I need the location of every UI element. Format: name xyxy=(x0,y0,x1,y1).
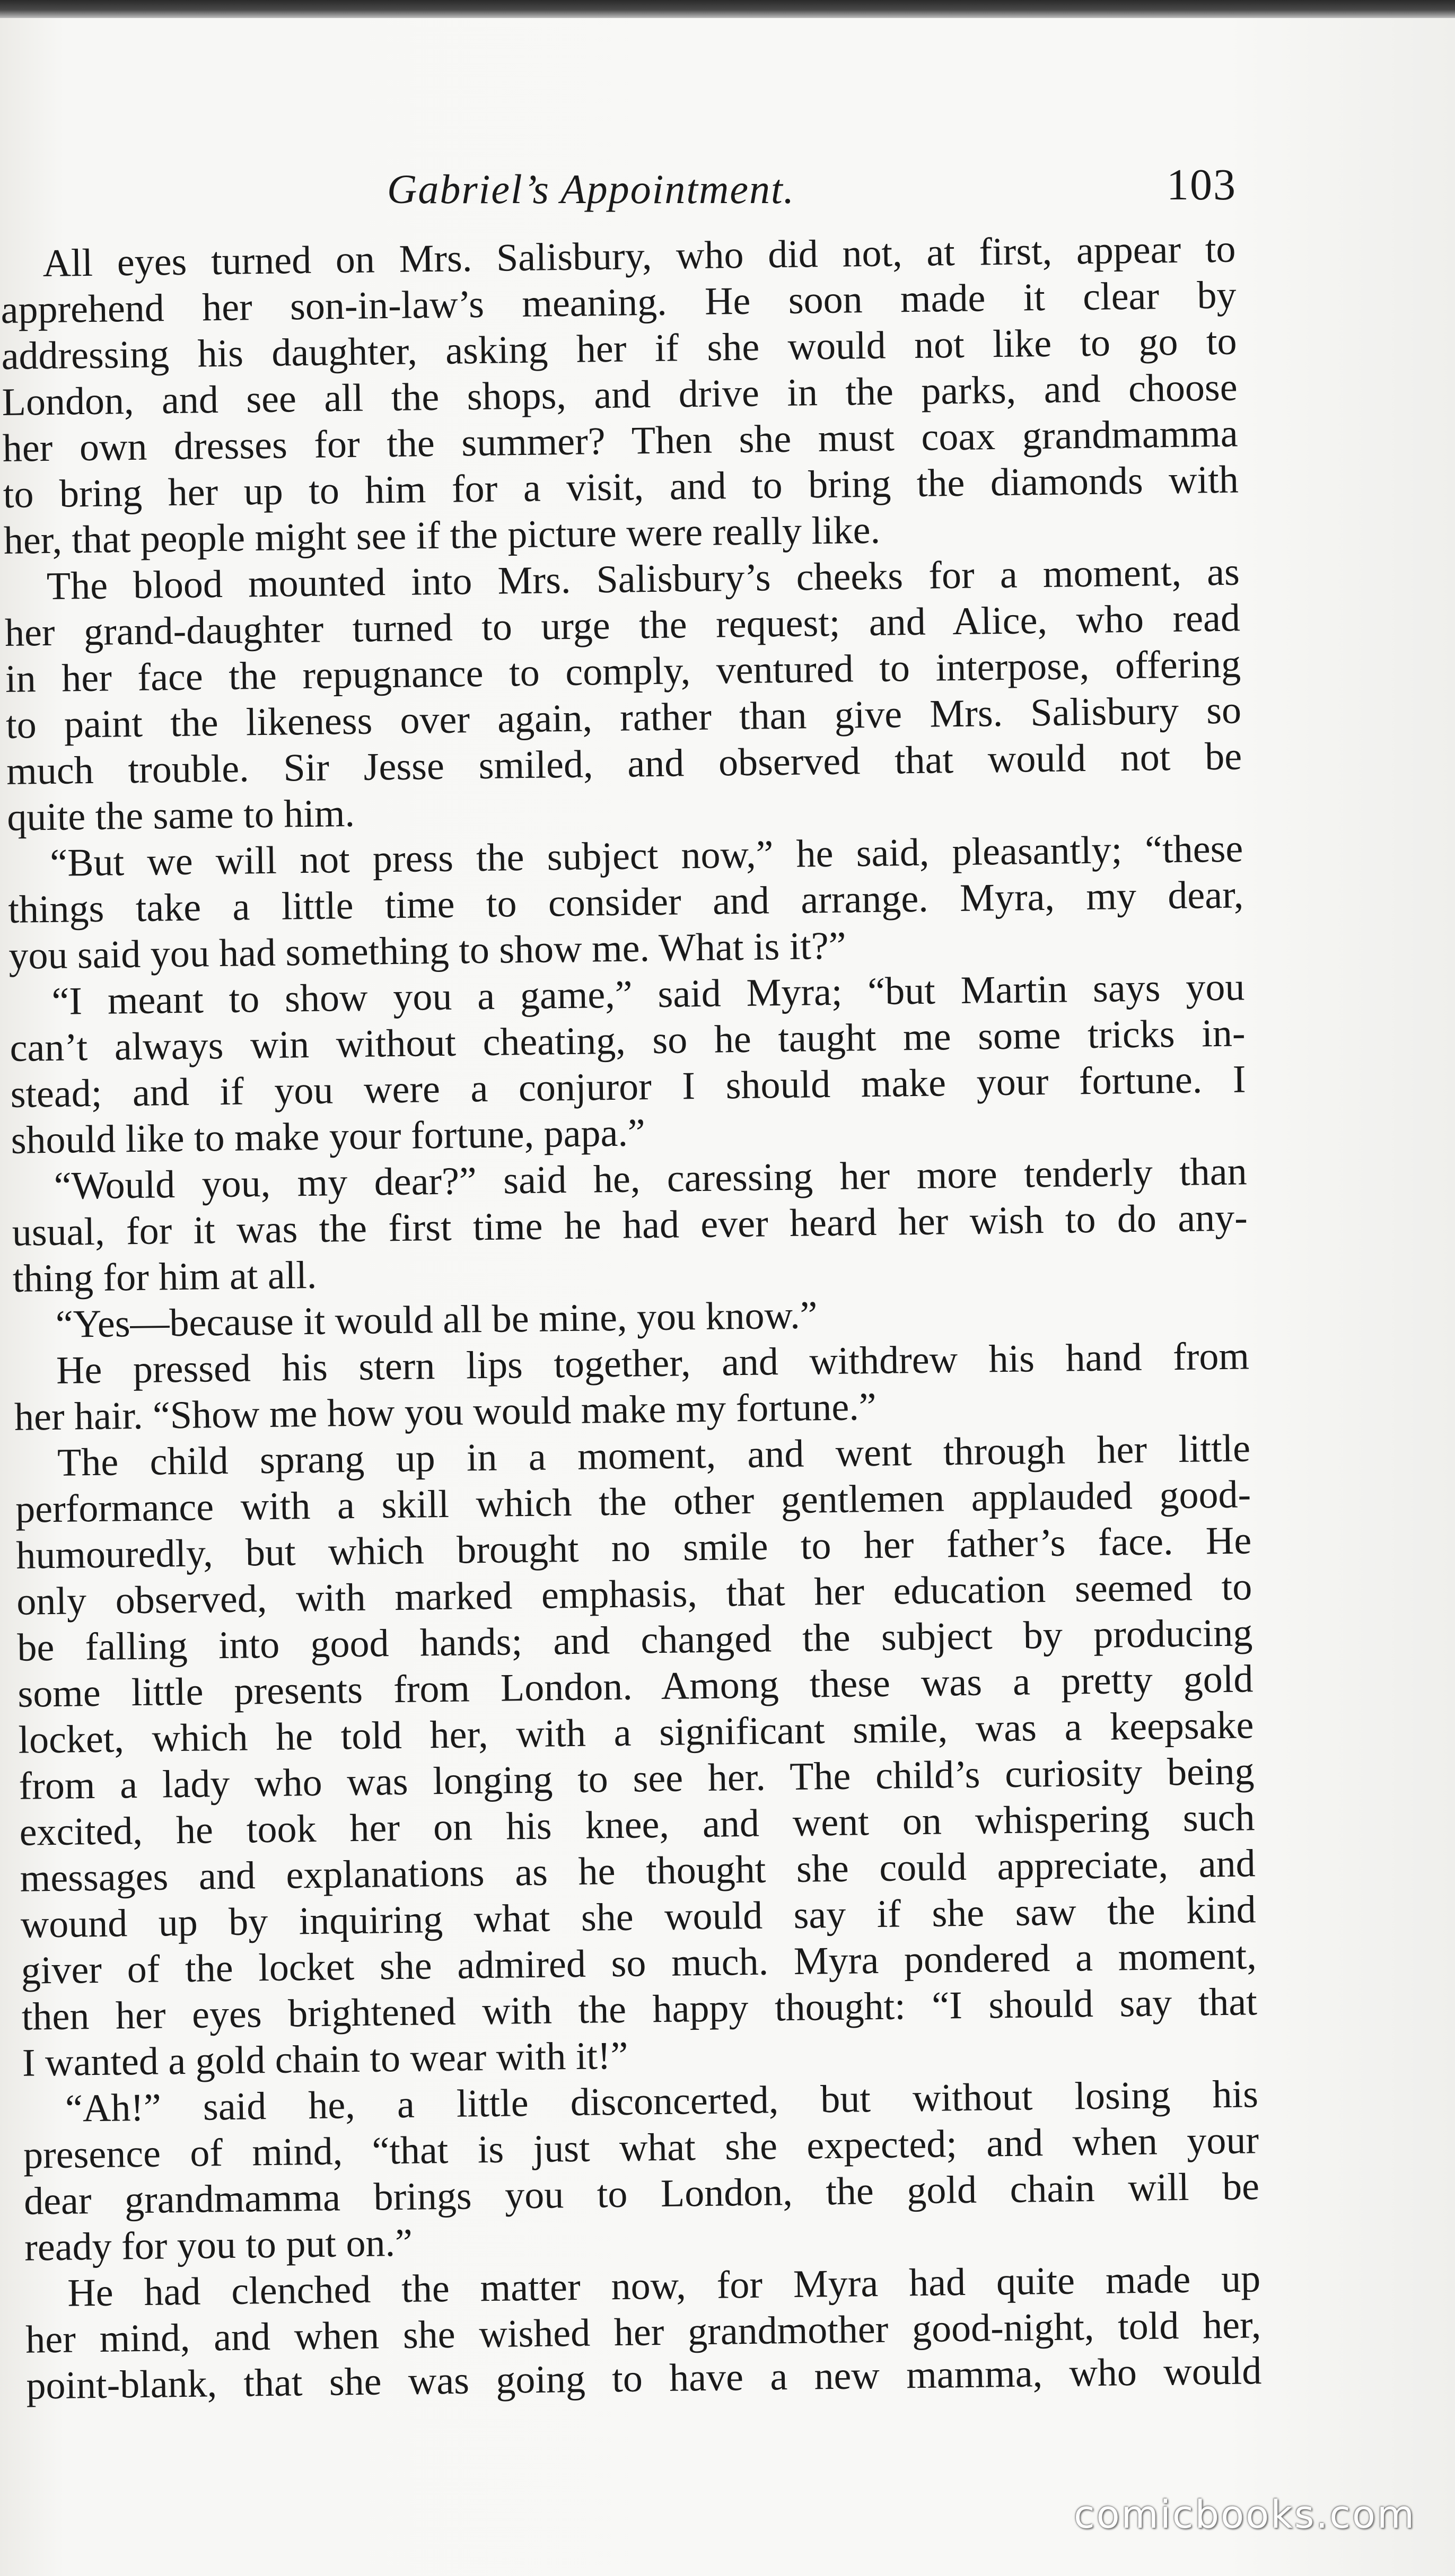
text-line: dear grandmamma brings you to London, the gold chain will be xyxy=(23,2165,1260,2223)
text-line: you said you had something to show me. What is it?” xyxy=(8,924,847,978)
text-line: only observed, with marked emphasis, that her education seemed to xyxy=(16,1565,1252,1624)
text-line: her own dresses for the summer? Then she must coax grandmamma xyxy=(2,411,1239,470)
text-line: The child sprang up in a moment, and went through her little xyxy=(57,1426,1251,1485)
text-line: locket, which he told her, with a significant smile, was a keepsake xyxy=(18,1703,1254,1762)
text-line: “Would you, my dear?” said he, caressing her more tenderly than xyxy=(54,1150,1248,1208)
text-line: her, that people might see if the picture were really like. xyxy=(3,508,881,563)
text-line: All eyes turned on Mrs. Salisbury, who did not, at first, appear to xyxy=(42,227,1236,286)
text-line: can’t always win without cheating, so he taught me some tricks in- xyxy=(10,1011,1246,1070)
text-line: from a lady who was longing to see her. The child’s curiosity being xyxy=(19,1749,1255,1808)
text-line: quite the same to him. xyxy=(6,791,355,839)
text-line: point-blank, that she was going to have a new mamma, who would xyxy=(25,2349,1262,2408)
text-line: apprehend her son-in-law’s meaning. He soon made it clear by xyxy=(1,273,1237,332)
text-line: stead; and if you were a conjuror I should make your fortune. I xyxy=(10,1057,1246,1116)
text-line: addressing his daughter, asking her if she would not like to go to xyxy=(1,319,1237,378)
text-line: The blood mounted into Mrs. Salisbury’s cheeks for a moment, as xyxy=(46,550,1240,608)
text-line: thing for him at all. xyxy=(12,1253,317,1301)
text-line: “Yes—because it would all be mine, you know.” xyxy=(55,1293,818,1346)
page-header xyxy=(0,159,1455,223)
text-line: performance with a skill which the other gentlemen applauded good- xyxy=(15,1473,1251,1531)
body-text xyxy=(0,226,1262,2409)
text-line: London, and see all the shops, and drive in the parks, and choose xyxy=(2,365,1238,424)
text-line: excited, he took her on his knee, and went on whispering such xyxy=(19,1795,1255,1854)
text-line: humouredly, but which brought no smile to her father’s face. He xyxy=(15,1519,1252,1578)
text-line: her mind, and when she wished her grandmother good-night, told her, xyxy=(25,2303,1261,2362)
text-line: presence of mind, “that is just what she expected; and when your xyxy=(23,2118,1259,2177)
text-line: then her eyes brightened with the happy thought: “I should say that xyxy=(21,1980,1258,2039)
text-line: usual, for it was the first time he had ever heard her wish to do any- xyxy=(12,1196,1248,1255)
text-line: “Ah!” said he, a little disconcerted, but without losing his xyxy=(65,2072,1259,2131)
text-line: giver of the locket she admired so much. Myra pondered a moment, xyxy=(21,1934,1257,1993)
text-line: much trouble. Sir Jesse smiled, and observed that would not be xyxy=(6,734,1242,793)
text-line: He pressed his stern lips together, and withdrew his hand from xyxy=(56,1334,1250,1392)
page-number: 103 xyxy=(1167,160,1237,209)
text-line: to paint the likeness over again, rather than give Mrs. Salisbury so xyxy=(5,688,1242,747)
scanned-page-top-edge xyxy=(0,0,1455,18)
text-line: her hair. “Show me how you would make my fortune.” xyxy=(14,1385,877,1439)
text-line: He had clenched the matter now, for Myra had quite made up xyxy=(67,2257,1261,2315)
text-line: “But we will not press the subject now,” he said, pleasantly; “these xyxy=(49,827,1243,885)
text-line: to bring her up to him for a visit, and to bring the diamonds with xyxy=(3,458,1239,516)
text-line: her grand-daughter turned to urge the request; and Alice, who read xyxy=(4,596,1241,655)
running-title: Gabriel’s Appointment. xyxy=(387,166,795,212)
text-line: I wanted a gold chain to wear with it!” xyxy=(22,2034,628,2085)
text-line: some little presents from London. Among these was a pretty gold xyxy=(17,1657,1254,1716)
text-line: wound up by inquiring what she would say if she saw the kind xyxy=(20,1888,1257,1947)
text-line: ready for you to put on.” xyxy=(24,2221,413,2270)
text-line: should like to make your fortune, papa.” xyxy=(11,1111,646,1162)
text-line: “I meant to show you a game,” said Myra; “but Martin says you xyxy=(51,965,1245,1023)
site-watermark: comicbooks.com xyxy=(1074,2492,1416,2537)
text-line: things take a little time to consider and arrange. Myra, my dear, xyxy=(7,873,1244,932)
text-line: be falling into good hands; and changed the subject by producing xyxy=(16,1611,1253,1670)
text-line: messages and explanations as he thought she could appreciate, and xyxy=(20,1842,1256,1900)
text-line: in her face the repugnance to comply, ventured to interpose, offering xyxy=(5,642,1241,701)
